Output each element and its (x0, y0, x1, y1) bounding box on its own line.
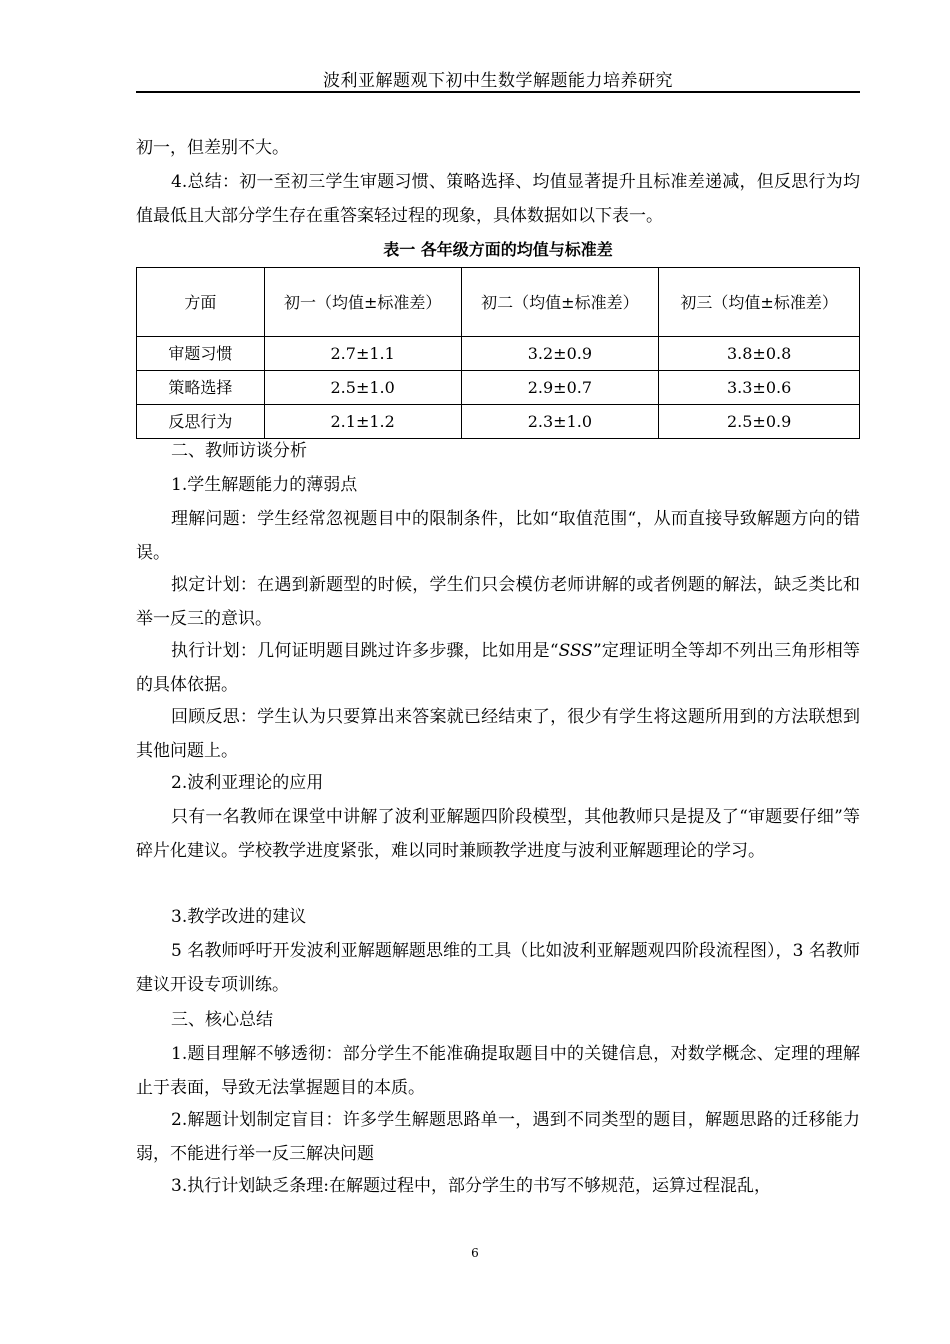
paragraph-summary: 4.总结：初一至初三学生审题习惯、策略选择、均值显著提升且标准差递减，但反思行为均值最低且大部分学生存在重答案轻过程的现象，具体数据如以下表一。 (136, 172, 860, 226)
table-cell: 2.7±1.1 (264, 337, 461, 371)
paragraph-summary-2: 2.解题计划制定盲目：许多学生解题思路单一，遇到不同类型的题目，解题思路的迁移能力弱，不能进行举一反三解决问题 (136, 1110, 860, 1164)
exec-text-before: 执行计划：几何证明题目跳过许多步骤，比如用是“ (171, 641, 559, 661)
paragraph-summary-1: 1.题目理解不够透彻：部分学生不能准确提取题目中的关键信息，对数学概念、定理的理解止于表面，导致无法掌握题目的本质。 (136, 1044, 860, 1098)
table-cell: 2.1±1.2 (264, 405, 461, 439)
running-header: 波利亚解题观下初中生数学解题能力培养研究 (323, 71, 673, 91)
paragraph-plan: 拟定计划：在遇到新题型的时候，学生们只会模仿老师讲解的或者例题的解法，缺乏类比和举一反三的意识。 (136, 575, 860, 629)
paragraph-execute (136, 634, 860, 702)
subheading: 3.教学改进的建议 (171, 907, 307, 927)
header-rule (136, 91, 860, 93)
table-cell: 策略选择 (137, 371, 265, 405)
table-header-cell: 初三（均值±标准差） (659, 268, 860, 337)
paragraph-understand: 理解问题：学生经常忽视题目中的限制条件，比如“取值范围“，从而直接导致解题方向的错误。 (136, 509, 860, 563)
section-heading: 二、教师访谈分析 (171, 441, 307, 461)
table-header-cell: 方面 (137, 268, 265, 337)
section-heading: 三、核心总结 (171, 1010, 273, 1030)
table-header-cell: 初二（均值±标准差） (461, 268, 659, 337)
paragraph-review: 回顾反思：学生认为只要算出来答案就已经结束了，很少有学生将这题所用到的方法联想到其他问题上。 (136, 707, 860, 761)
table-cell: 审题习惯 (137, 337, 265, 371)
table-caption: 表一 各年级方面的均值与标准差 (383, 240, 613, 259)
subheading: 2.波利亚理论的应用 (171, 773, 324, 793)
table-cell: 3.8±0.8 (659, 337, 860, 371)
table-row (137, 371, 860, 405)
subheading: 1.学生解题能力的薄弱点 (171, 475, 358, 495)
exec-sss: SSS (558, 641, 593, 661)
table-cell: 2.3±1.0 (461, 405, 659, 439)
paragraph-theory: 只有一名教师在课堂中讲解了波利亚解题四阶段模型，其他教师只是提及了“审题要仔细”等碎片化建议。学校教学进度紧张，难以同时兼顾教学进度与波利亚解题理论的学习。 (136, 807, 860, 861)
table-cell: 2.5±0.9 (659, 405, 860, 439)
page-number: 6 (471, 1246, 479, 1260)
table-row (137, 337, 860, 371)
table-cell: 2.5±1.0 (264, 371, 461, 405)
table-header-cell: 初一（均值±标准差） (264, 268, 461, 337)
paragraph-summary-3: 3.执行计划缺乏条理:在解题过程中，部分学生的书写不够规范，运算过程混乱， (171, 1176, 771, 1196)
table-cell: 2.9±0.7 (461, 371, 659, 405)
table-cell: 反思行为 (137, 405, 265, 439)
table-cell: 3.3±0.6 (659, 371, 860, 405)
exec-text-after: ”定理证明全等却不列出三角形相等的具体依据。 (136, 641, 860, 695)
stats-table (136, 267, 860, 439)
table-header-row (137, 268, 860, 337)
paragraph-continuation: 初一，但差别不大。 (136, 138, 289, 158)
paragraph-suggestion: 5 名教师呼吁开发波利亚解题解题思维的工具（比如波利亚解题观四阶段流程图），3 名教师建议开设专项训练。 (136, 941, 860, 995)
table-cell: 3.2±0.9 (461, 337, 659, 371)
